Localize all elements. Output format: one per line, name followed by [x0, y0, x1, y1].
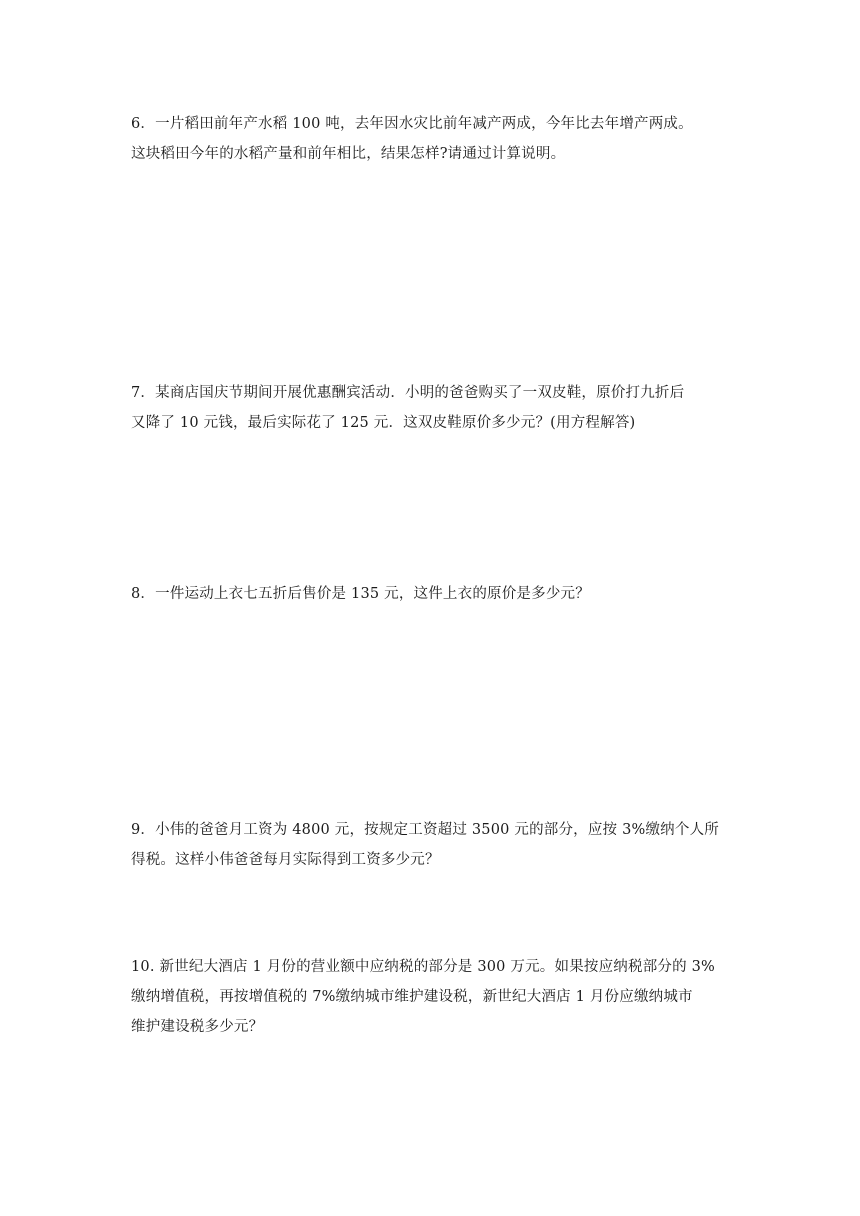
problem-9 — [131, 815, 731, 875]
problem-7-line-2: 又降了 10 元钱，最后实际花了 125 元．这双皮鞋原价多少元？(用方程解答) — [131, 415, 636, 431]
problem-10-line-3: 维护建设税多少元？ — [131, 1019, 264, 1035]
problem-7 — [131, 378, 731, 438]
problem-6 — [131, 109, 731, 169]
problem-8 — [131, 579, 731, 609]
problem-10-line-1: 10. 新世纪大酒店 1 月份的营业额中应纳税的部分是 300 万元。如果按应纳税部分的 3% — [131, 959, 716, 975]
problem-8-line-1: 8．一件运动上衣七五折后售价是 135 元，这件上衣的原价是多少元？ — [131, 586, 590, 602]
problem-9-line-1: 9．小伟的爸爸月工资为 4800 元，按规定工资超过 3500 元的部分，应按 3%缴纳个人所 — [131, 822, 719, 838]
problem-10 — [131, 952, 731, 1042]
problem-6-line-2: 这块稻田今年的水稻产量和前年相比，结果怎样?请通过计算说明。 — [131, 146, 566, 162]
problem-10-line-2: 缴纳增值税，再按增值税的 7%缴纳城市维护建设税，新世纪大酒店 1 月份应缴纳城市 — [131, 989, 693, 1005]
problem-7-line-1: 7．某商店国庆节期间开展优惠酬宾活动．小明的爸爸购买了一双皮鞋，原价打九折后 — [131, 385, 685, 401]
problem-6-line-1: 6．一片稻田前年产水稻 100 吨，去年因水灾比前年减产两成，今年比去年增产两成。 — [131, 116, 693, 132]
problem-9-line-2: 得税。这样小伟爸爸每月实际得到工资多少元？ — [131, 852, 440, 868]
